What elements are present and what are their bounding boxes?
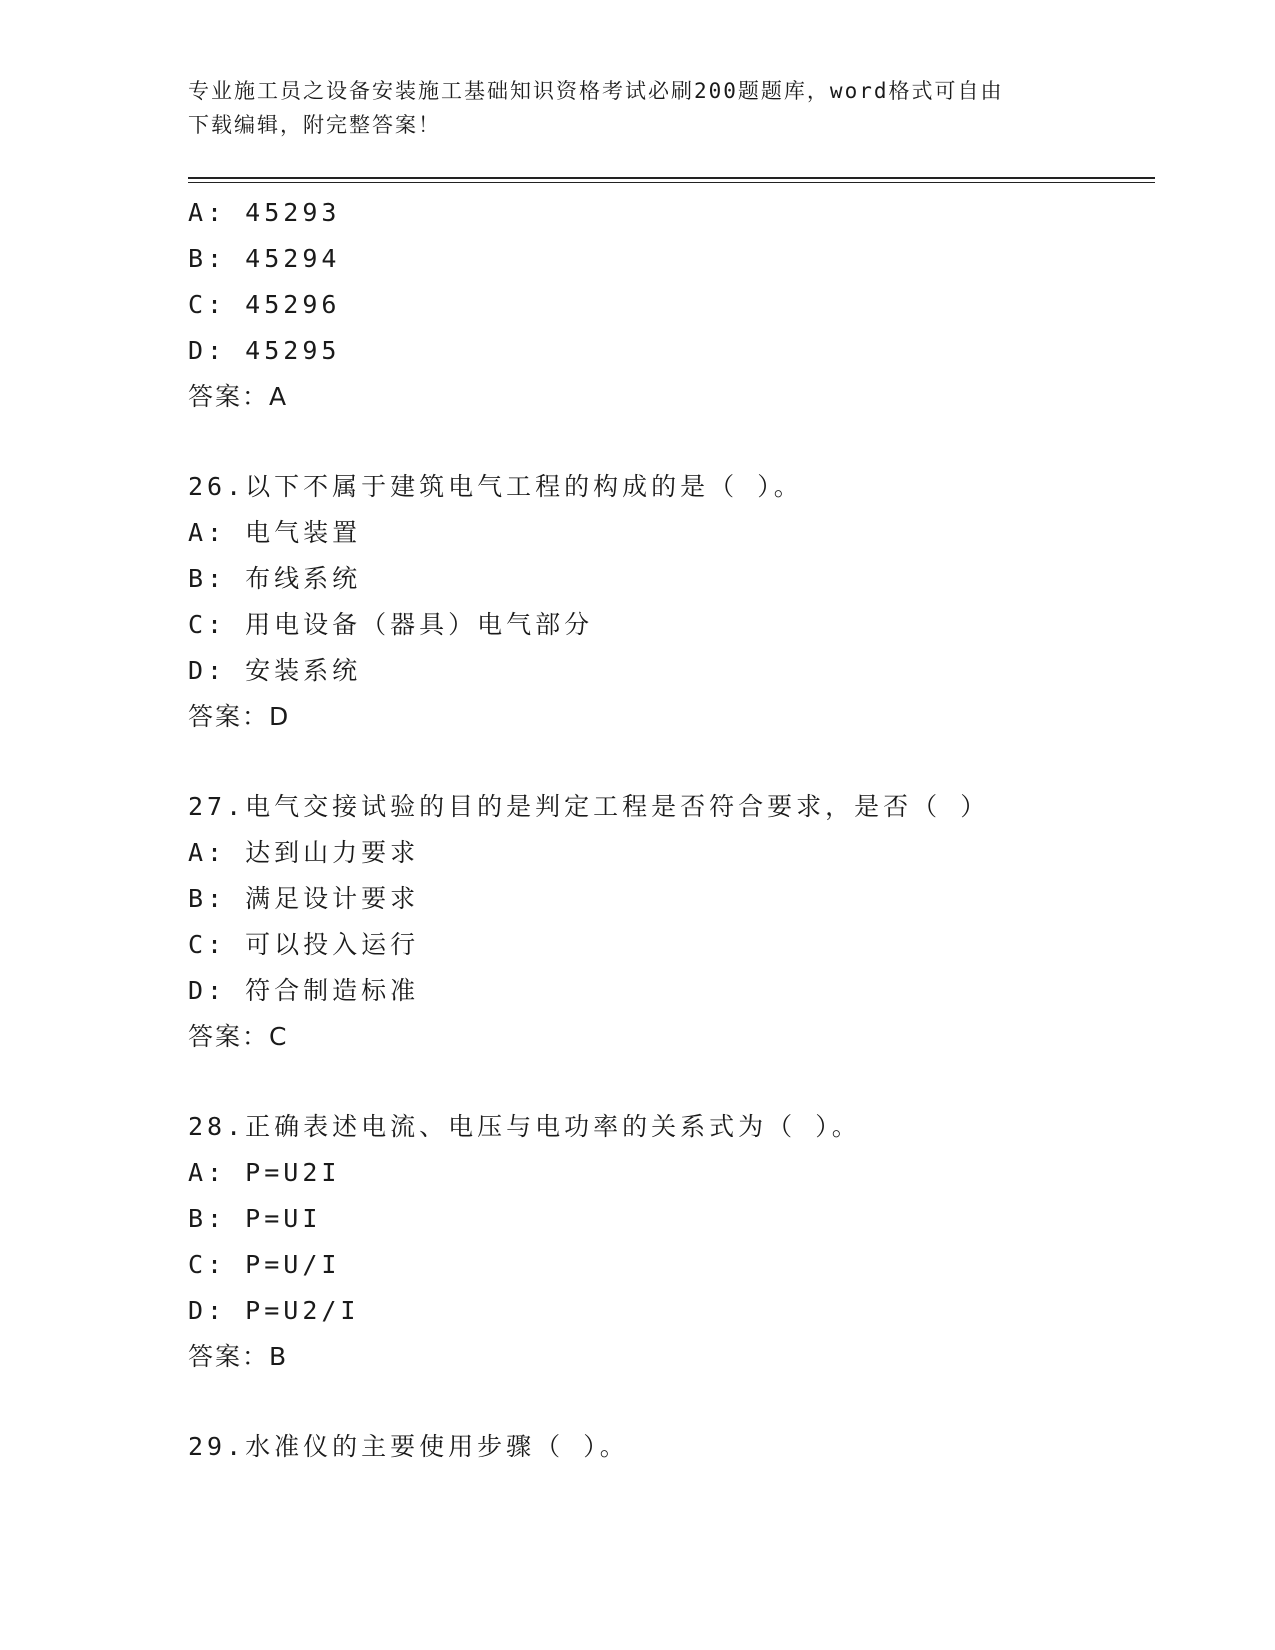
option-text: 符合制造标准: [245, 976, 420, 1005]
question-stem: 27.电气交接试验的目的是判定工程是否符合要求，是否（ ）: [188, 792, 990, 821]
option-text: P=U/I: [245, 1250, 341, 1279]
option-label: D:: [188, 976, 227, 1005]
option-text: 45294: [245, 244, 341, 273]
option-text: 布线系统: [245, 564, 362, 593]
header-divider-thin: [188, 182, 1155, 183]
question-stem: 29.水准仪的主要使用步骤（ ）。: [188, 1432, 629, 1461]
header-divider-thick: [188, 177, 1155, 179]
question-26: [188, 464, 1148, 740]
option-a: [188, 1150, 1148, 1196]
question-28: [188, 1104, 1148, 1380]
option-label: D:: [188, 1296, 227, 1325]
option-b: [188, 236, 1148, 282]
question-29: [188, 1424, 1148, 1470]
option-b: [188, 556, 1148, 602]
option-label: A:: [188, 198, 227, 227]
header-title-line-1: 专业施工员之设备安装施工基础知识资格考试必刷200题题库，word格式可自由: [188, 79, 1004, 103]
question-spacer: [188, 1380, 1148, 1424]
option-b: [188, 876, 1148, 922]
option-text: 达到山力要求: [245, 838, 420, 867]
option-text: P=U2/I: [245, 1296, 360, 1325]
question-stem: 26.以下不属于建筑电气工程的构成的是（ ）。: [188, 472, 803, 501]
answer-line: 答案：A: [188, 382, 289, 411]
option-c: [188, 1242, 1148, 1288]
question-spacer: [188, 740, 1148, 784]
option-label: D:: [188, 656, 227, 685]
answer-line: 答案：C: [188, 1022, 289, 1051]
option-text: 可以投入运行: [245, 930, 420, 959]
option-text: P=U2I: [245, 1158, 341, 1187]
option-text: 满足设计要求: [245, 884, 420, 913]
option-label: A:: [188, 518, 227, 547]
question-list: [188, 190, 1148, 1470]
document-header: [188, 74, 1088, 142]
option-label: C:: [188, 930, 227, 959]
option-label: D:: [188, 336, 227, 365]
option-text: 安装系统: [245, 656, 362, 685]
option-label: C:: [188, 290, 227, 319]
option-text: 45293: [245, 198, 341, 227]
option-d: [188, 648, 1148, 694]
option-d: [188, 968, 1148, 1014]
option-label: B:: [188, 244, 227, 273]
option-text: 电气装置: [245, 518, 362, 547]
option-label: A:: [188, 1158, 227, 1187]
option-label: B:: [188, 1204, 227, 1233]
question-spacer: [188, 1060, 1148, 1104]
option-a: [188, 510, 1148, 556]
option-text: 45296: [245, 290, 341, 319]
question-continued: [188, 190, 1148, 420]
option-text: P=UI: [245, 1204, 322, 1233]
option-a: [188, 190, 1148, 236]
option-a: [188, 830, 1148, 876]
header-title-line-2: 下载编辑，附完整答案！: [188, 113, 441, 137]
question-spacer: [188, 420, 1148, 464]
option-d: [188, 328, 1148, 374]
option-text: 45295: [245, 336, 341, 365]
option-label: C:: [188, 610, 227, 639]
option-d: [188, 1288, 1148, 1334]
question-stem: 28.正确表述电流、电压与电功率的关系式为（ ）。: [188, 1112, 861, 1141]
option-c: [188, 282, 1148, 328]
option-c: [188, 602, 1148, 648]
option-c: [188, 922, 1148, 968]
option-b: [188, 1196, 1148, 1242]
question-27: [188, 784, 1148, 1060]
option-label: C:: [188, 1250, 227, 1279]
option-text: 用电设备（器具）电气部分: [245, 610, 594, 639]
answer-line: 答案：B: [188, 1342, 289, 1371]
option-label: A:: [188, 838, 227, 867]
option-label: B:: [188, 564, 227, 593]
answer-line: 答案：D: [188, 702, 291, 731]
option-label: B:: [188, 884, 227, 913]
